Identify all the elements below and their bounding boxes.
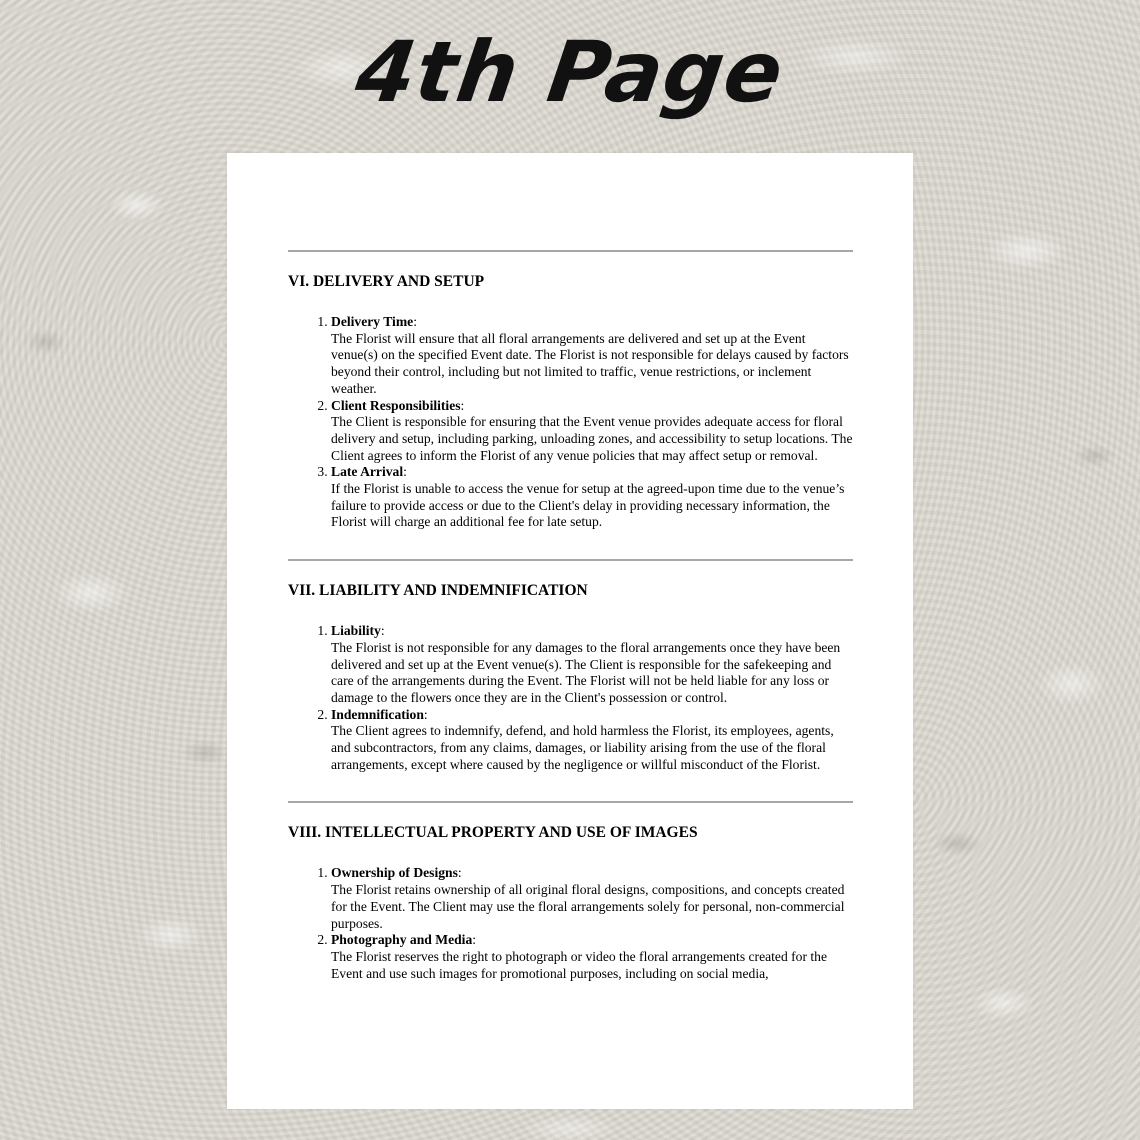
- clause-body: The Florist retains ownership of all original floral designs, compositions, and concepts created for the Event. The Client may use the floral arrangements solely for personal, non-commercial purposes.: [331, 882, 845, 931]
- clause-heading: Ownership of Designs: [331, 865, 458, 881]
- clause-body: The Florist is not responsible for any damages to the floral arrangements once they have been delivered and set up at the Event venue(s). The Client is responsible for the safekeeping and care of the arrangements during the Event. The Florist will not be held liable for any loss or damage to the flowers once they are in the Client's possession or control.: [331, 639, 841, 705]
- section-spacer: [288, 531, 853, 559]
- document-page: [227, 153, 913, 1109]
- section-divider: [288, 801, 853, 803]
- clause-item: 3. Late Arrival: If the Florist is unable to access the venue for setup at the agreed-upon time due to the venue’s failure to provide access or due to the Client's delay in providing necessary information, the Florist will charge an additional fee for late setup.: [331, 464, 853, 531]
- clause-item: 2. Indemnification: The Client agrees to indemnify, defend, and hold harmless the Florist, its employees, agents, and subcontractors, from any claims, damages, or liability arising from the use of the floral arrangements, except where caused by the negligence or willful misconduct of the Florist.: [331, 707, 853, 774]
- document-content: [288, 250, 853, 982]
- clause-heading: Client Responsibilities: [331, 397, 461, 413]
- clause-body: The Client agrees to indemnify, defend, and hold harmless the Florist, its employees, agents, and subcontractors, from any claims, damages, or liability arising from the use of the floral arrangements, except where caused by the negligence or willful misconduct of the Florist.: [331, 723, 834, 772]
- clause-item: 1. Ownership of Designs: The Florist retains ownership of all original floral designs, compositions, and concepts created for the Event. The Client may use the floral arrangements solely for personal, non-commercial purposes.: [331, 865, 853, 932]
- clause-body: The Florist reserves the right to photograph or video the floral arrangements created for the Event and use such images for promotional purposes, including on social media,: [331, 948, 827, 981]
- section-title-intellectual-property: VIII. INTELLECTUAL PROPERTY AND USE OF IMAGES: [288, 824, 698, 842]
- clause-heading: Liability: [331, 623, 381, 639]
- clause-heading: Photography and Media: [331, 932, 473, 948]
- clause-list: [288, 865, 853, 982]
- clause-item: 2. Photography and Media: The Florist reserves the right to photograph or video the floral arrangements created for the Event and use such images for promotional purposes, including on social media,: [331, 932, 853, 982]
- clause-heading: Indemnification: [331, 706, 424, 722]
- clause-heading: Delivery Time: [331, 314, 414, 329]
- clause-body: If the Florist is unable to access the venue for setup at the agreed-upon time due to the venue’s failure to provide access or due to the Client's delay in providing necessary information, the Florist will charge an additional fee for late setup.: [331, 481, 845, 530]
- clause-item: 1. Liability: The Florist is not responsible for any damages to the floral arrangements once they have been delivered and set up at the Event venue(s). The Client is responsible for the safekeeping and care of the arrangements during the Event. The Florist will not be held liable for any loss or damage to the flowers once they are in the Client's possession or control.: [331, 623, 853, 707]
- clause-item: 2. Client Responsibilities: The Client is responsible for ensuring that the Event venue provides adequate access for floral delivery and setup, including parking, unloading zones, and accessibility to setup locations. The Client agrees to inform the Florist of any venue policies that may affect setup or removal.: [331, 398, 853, 465]
- section-title-delivery-setup: VI. DELIVERY AND SETUP: [288, 273, 485, 290]
- section-divider: [288, 250, 853, 252]
- clause-heading: Late Arrival: [331, 464, 404, 480]
- section-divider: [288, 559, 853, 561]
- clause-body: The Florist will ensure that all floral arrangements are delivered and set up at the Event venue(s) on the specified Event date. The Florist is not responsible for delays caused by factors beyond their control, including but not limited to traffic, venue restrictions, or inclement weather.: [331, 330, 849, 396]
- section-title-liability: VII. LIABILITY AND INDEMNIFICATION: [288, 582, 588, 600]
- clause-body: The Client is responsible for ensuring that the Event venue provides adequate access for floral delivery and setup, including parking, unloading zones, and accessibility to setup locations. The Client agrees to inform the Florist of any venue policies that may affect setup or removal.: [331, 414, 853, 463]
- clause-item: 1. Delivery Time: The Florist will ensure that all floral arrangements are delivered and set up at the Event venue(s) on the specified Event date. The Florist is not responsible for delays caused by factors beyond their control, including but not limited to traffic, venue restrictions, or inclement weather.: [331, 314, 853, 398]
- section-spacer: [288, 773, 853, 801]
- page-banner-title: 4th Page: [350, 23, 790, 121]
- clause-list: [288, 314, 853, 531]
- clause-list: [288, 623, 853, 773]
